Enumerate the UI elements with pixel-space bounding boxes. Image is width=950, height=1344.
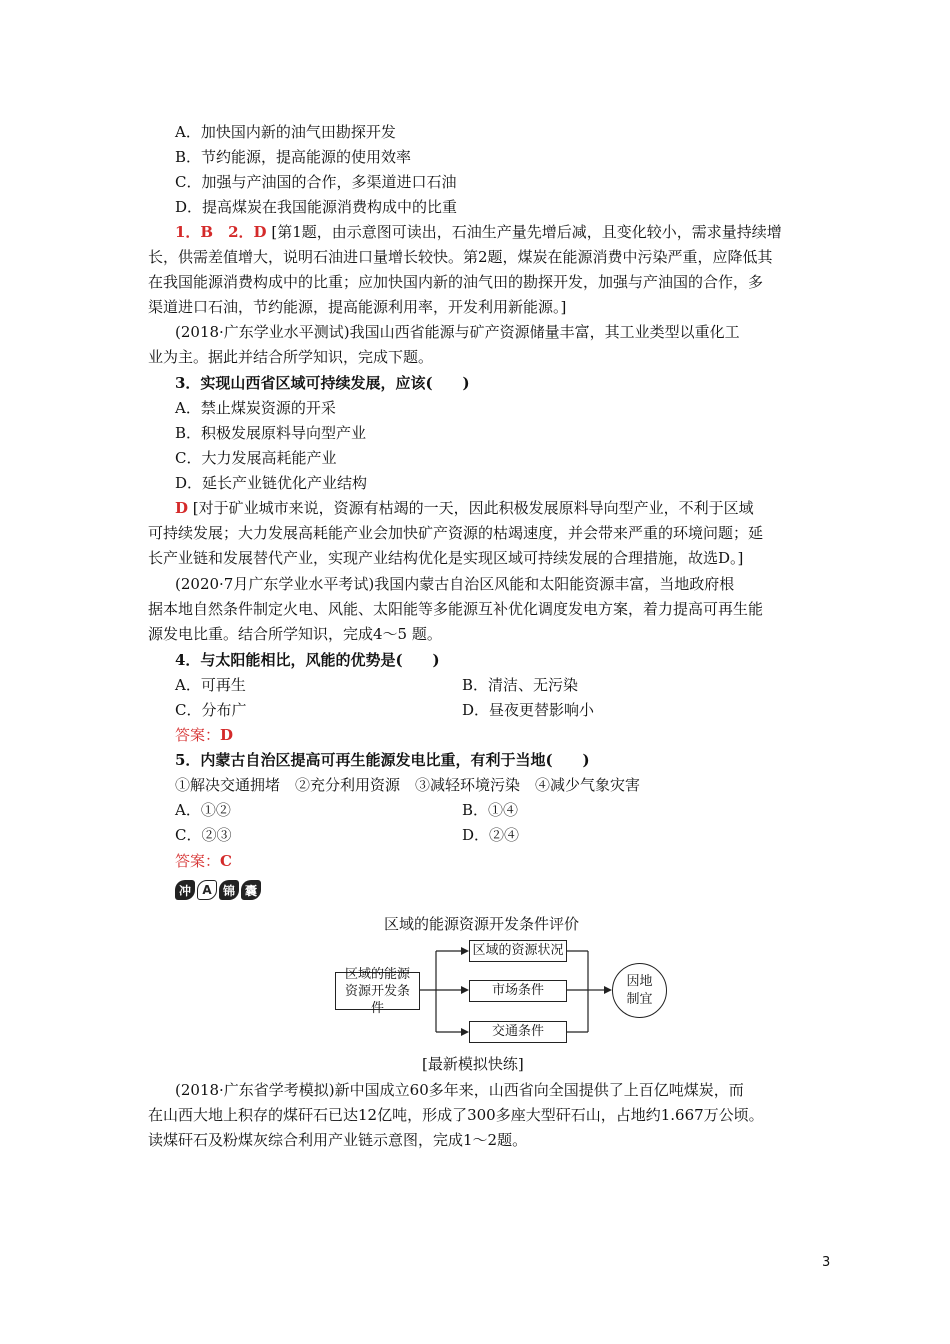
- page-number: 3: [822, 1255, 831, 1270]
- diagram-market-label: 市场条件: [491, 983, 544, 998]
- intro-4-5-line3: 源发电比重。结合所学知识，完成4～5 题。: [148, 625, 442, 643]
- question-4-option-d: D．昼夜更替影响小: [462, 701, 595, 719]
- option-d: D．提高煤炭在我国能源消费构成中的比重: [175, 198, 458, 216]
- intro-next-line3: 读煤矸石及粉煤灰综合利用产业链示意图，完成1～2题。: [148, 1131, 528, 1149]
- intro-4-5-line2: 据本地自然条件制定火电、风能、太阳能等多能源互补优化调度发电方案，着力提高可再生能: [148, 600, 764, 618]
- badge-char: A: [197, 880, 217, 900]
- question-5-option-a: A．①②: [175, 801, 231, 819]
- question-3-option-a: A．禁止煤炭资源的开采: [175, 399, 336, 417]
- intro-next-line1: (2018·广东省学考模拟)新中国成立60多年来，山西省向全国提供了上百亿吨煤炭，而: [175, 1081, 744, 1099]
- answer-1-2-line4: 渠道进口石油，节约能源，提高能源利用率，开发利用新能源。]: [148, 298, 567, 316]
- intro-3-line2: 业为主。据此并结合所学知识，完成下题。: [148, 348, 434, 366]
- question-3-option-d: D．延长产业链优化产业结构: [175, 474, 368, 492]
- diagram-left-label: 区域的能源资源开发条件: [344, 966, 410, 1016]
- question-3-option-b: B．积极发展原料导向型产业: [175, 424, 367, 442]
- question-3-option-c: C．大力发展高耗能产业: [175, 449, 337, 467]
- question-5-option-d: D．②④: [462, 826, 520, 844]
- badge-char: 锦: [219, 880, 239, 900]
- question-5-option-b: B．①④: [462, 801, 519, 819]
- question-4-option-a: A．可再生: [175, 676, 246, 694]
- badge-char: 囊: [241, 880, 261, 900]
- diagram-transport-box: [469, 1021, 567, 1043]
- answer-1-2-line3: 在我国能源消费构成中的比重；应加快国内新的油气田的勘探开发，加强与产油国的合作，多: [148, 273, 764, 291]
- diagram-title: 区域的能源资源开发条件评价: [384, 915, 580, 933]
- question-4-stem: 4．与太阳能相比，风能的优势是( ): [175, 651, 440, 669]
- badge-char: 冲: [175, 880, 195, 900]
- question-3-answer-label: D: [175, 499, 189, 517]
- option-a: A．加快国内新的油气田勘探开发: [175, 123, 396, 141]
- question-3-explanation-line3: 长产业链和发展替代产业，实现产业结构优化是实现区域可持续发展的合理措施，故选D。]: [148, 549, 744, 567]
- diagram-result-circle: [612, 963, 667, 1018]
- question-5-option-c: C．②③: [175, 826, 232, 844]
- diagram-resource-box: [469, 940, 567, 962]
- option-c: C．加强与产油国的合作，多渠道进口石油: [175, 173, 457, 191]
- question-3-explanation-line2: 可持续发展；大力发展高耗能产业会加快矿产资源的枯竭速度，并会带来严重的环境问题；延: [148, 524, 764, 542]
- diagram-market-box: [469, 980, 567, 1002]
- question-3-stem: 3．实现山西省区域可持续发展，应该( ): [175, 374, 470, 392]
- intro-next-line2: 在山西大地上积存的煤矸石已达12亿吨，形成了300多座大型矸石山，占地约1.667万公顷。: [148, 1106, 764, 1124]
- intro-3-line1: (2018·广东学业水平测试)我国山西省能源与矿产资源储量丰富，其工业类型以重化工: [175, 323, 740, 341]
- section-title: [最新模拟快练]: [422, 1055, 524, 1073]
- question-5-stem: 5．内蒙古自治区提高可再生能源发电比重，有利于当地( ): [175, 751, 590, 769]
- question-5-items: ①解决交通拥堵 ②充分利用资源 ③减轻环境污染 ④减少气象灾害: [175, 776, 641, 794]
- question-4-option-b: B．清洁、无污染: [462, 676, 579, 694]
- question-4-option-c: C．分布广: [175, 701, 247, 719]
- answer-1-2-label: 1．B 2．D: [175, 223, 267, 241]
- answer-prefix: 答案：: [175, 852, 221, 870]
- answer-value: C: [220, 852, 232, 870]
- diagram-transport-label: 交通条件: [491, 1024, 544, 1039]
- diagram-result-label: 因地制宜: [626, 973, 653, 1007]
- answer-1-2-line2: 长，供需差值增大，说明石油进口量增长较快。第2题，煤炭在能源消费中污染严重，应降低其: [148, 248, 773, 266]
- intro-4-5-line1: (2020·7月广东学业水平考试)我国内蒙古自治区风能和太阳能资源丰富，当地政府根: [175, 575, 735, 593]
- question-3-explanation-text: [对于矿业城市来说，资源有枯竭的一天，因此积极发展原料导向型产业，不利于区域: [192, 499, 754, 517]
- answer-1-2-text: [第1题，由示意图可读出，石油生产量先增后减，且变化较小，需求量持续增: [271, 223, 782, 241]
- option-b: B．节约能源，提高能源的使用效率: [175, 148, 412, 166]
- diagram-resource-label: 区域的资源状况: [472, 943, 564, 958]
- answer-prefix: 答案：: [175, 726, 221, 744]
- diagram-left-box: [335, 966, 420, 1016]
- answer-value: D: [220, 726, 234, 744]
